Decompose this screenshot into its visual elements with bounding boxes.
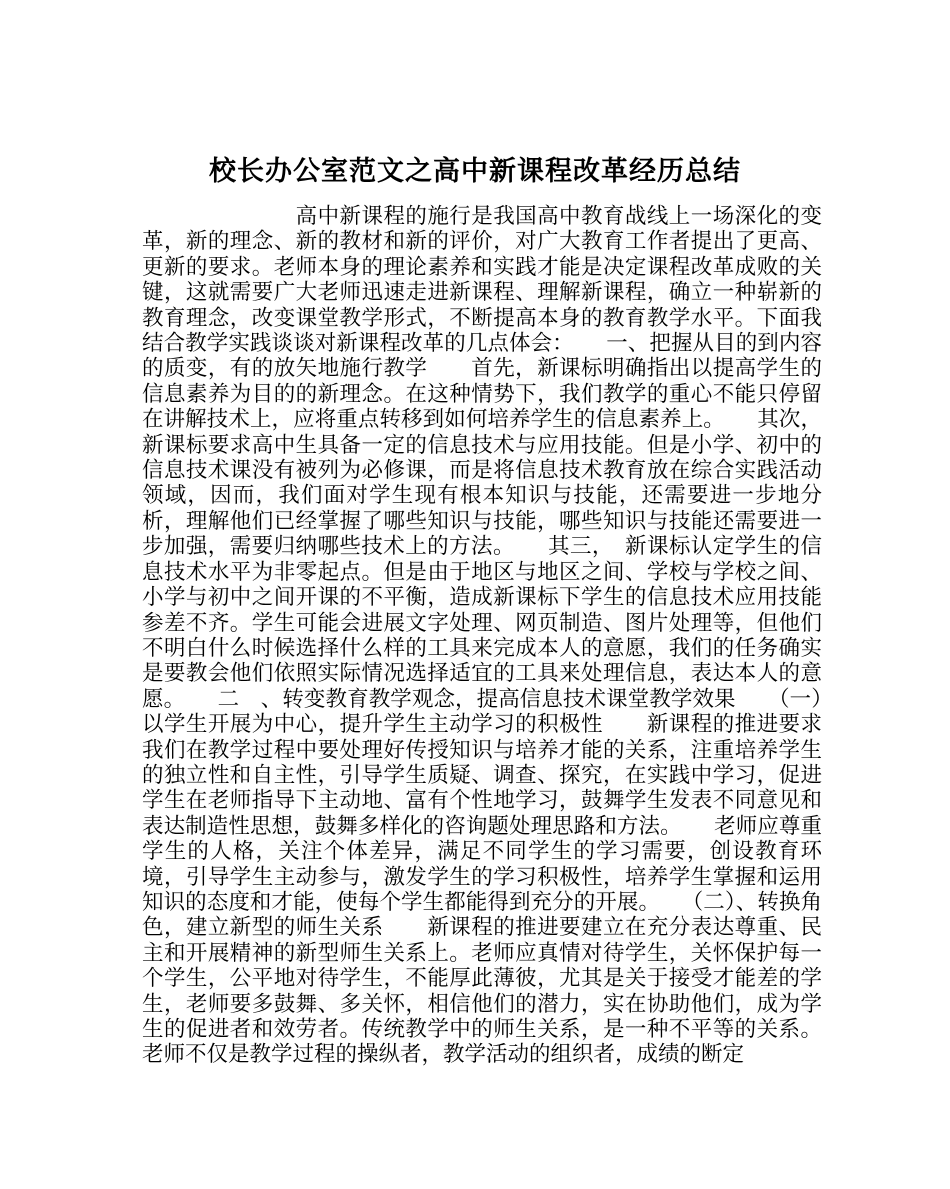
document-title: 校长办公室范文之高中新课程改革经历总结 — [209, 156, 741, 188]
document-body: 高中新课程的施行是我国高中教育战线上一场深化的变革，新的理念、新的教材和新的评价，对广大教育工作者提出了更高、更新的要求。老师本身的理论素养和实践才能是决定课程改革成败的关键，这就需要广大老师迅速走进新课程、理解新课程，确立一种崭新的教育理念，改变课堂教学形式，不断提高本身的教育教学水平。下面我结合教学实践谈谈对新课程改革的几点体会： 一、把握从目的到内容的质变，有的放矢地施行教学 首先，新课标明确指出以提高学生的信息素养为目的的新理念。在这种情势下，我们教学的重心不能只停留在讲解技术上，应将重点转移到如何培养学生的信息素养上。 其次，新课标要求高中生具备一定的信息技术与应用技能。但是小学、初中的信息技术课没有被列为必修课，而是将信息技术教育放在综合实践活动领域，因而，我们面对学生现有根本知识与技能，还需要进一步地分析，理解他们已经掌握了哪些知识与技能，哪些知识与技能还需要进一步加强，需要归纳哪些技术上的方法。 其三， 新课标认定学生的信息技术水平为非零起点。但是由于地区与地区之间、学校与学校之间、小学与初中之间开课的不平衡，造成新课标下学生的信息技术应用技能参差不齐。学生可能会进展文字处理、网页制造、图片处理等，但他们不明白什么时候选择什么样的工具来完成本人的意愿，我们的任务确实是要教会他们依照实际情况选择适宜的工具来处理信息，表达本人的意愿。 二 、转变教育教学观念，提高信息技术课堂教学效果 （一） 以学生开展为中心，提升学生主动学习的积极性 新课程的推进要求我们在教学过程中要处理好传授知识与培养才能的关系，注重培养学生的独立性和自主性，引导学生质疑、调查、探究，在实践中学习，促进学生在老师指导下主动地、富有个性地学习，鼓舞学生发表不同意见和表达制造性思想，鼓舞多样化的咨询题处理思路和方法。 老师应尊重学生的人格，关注个体差异，满足不同学生的学习需要，创设教育环境，引导学生主动参与，激发学生的学习积极性，培养学生掌握和运用知识的态度和才能，使每个学生都能得到充分的开展。 （二）、转换角色，建立新型的师生关系 新课程的推进要建立在充分表达尊重、民主和开展精神的新型师生关系上。老师应真情对待学生，关怀保护每一个学生，公平地对待学生，不能厚此薄彼，尤其是关于接受才能差的学生，老师要多鼓舞、多关怀，相信他们的潜力，实在协助他们，成为学生的促进者和效劳者。传统教学中的师生关系，是一种不平等的关系。老师不仅是教学过程的操纵者，教学活动的组织者，成绩的断定 — [142, 204, 844, 1068]
